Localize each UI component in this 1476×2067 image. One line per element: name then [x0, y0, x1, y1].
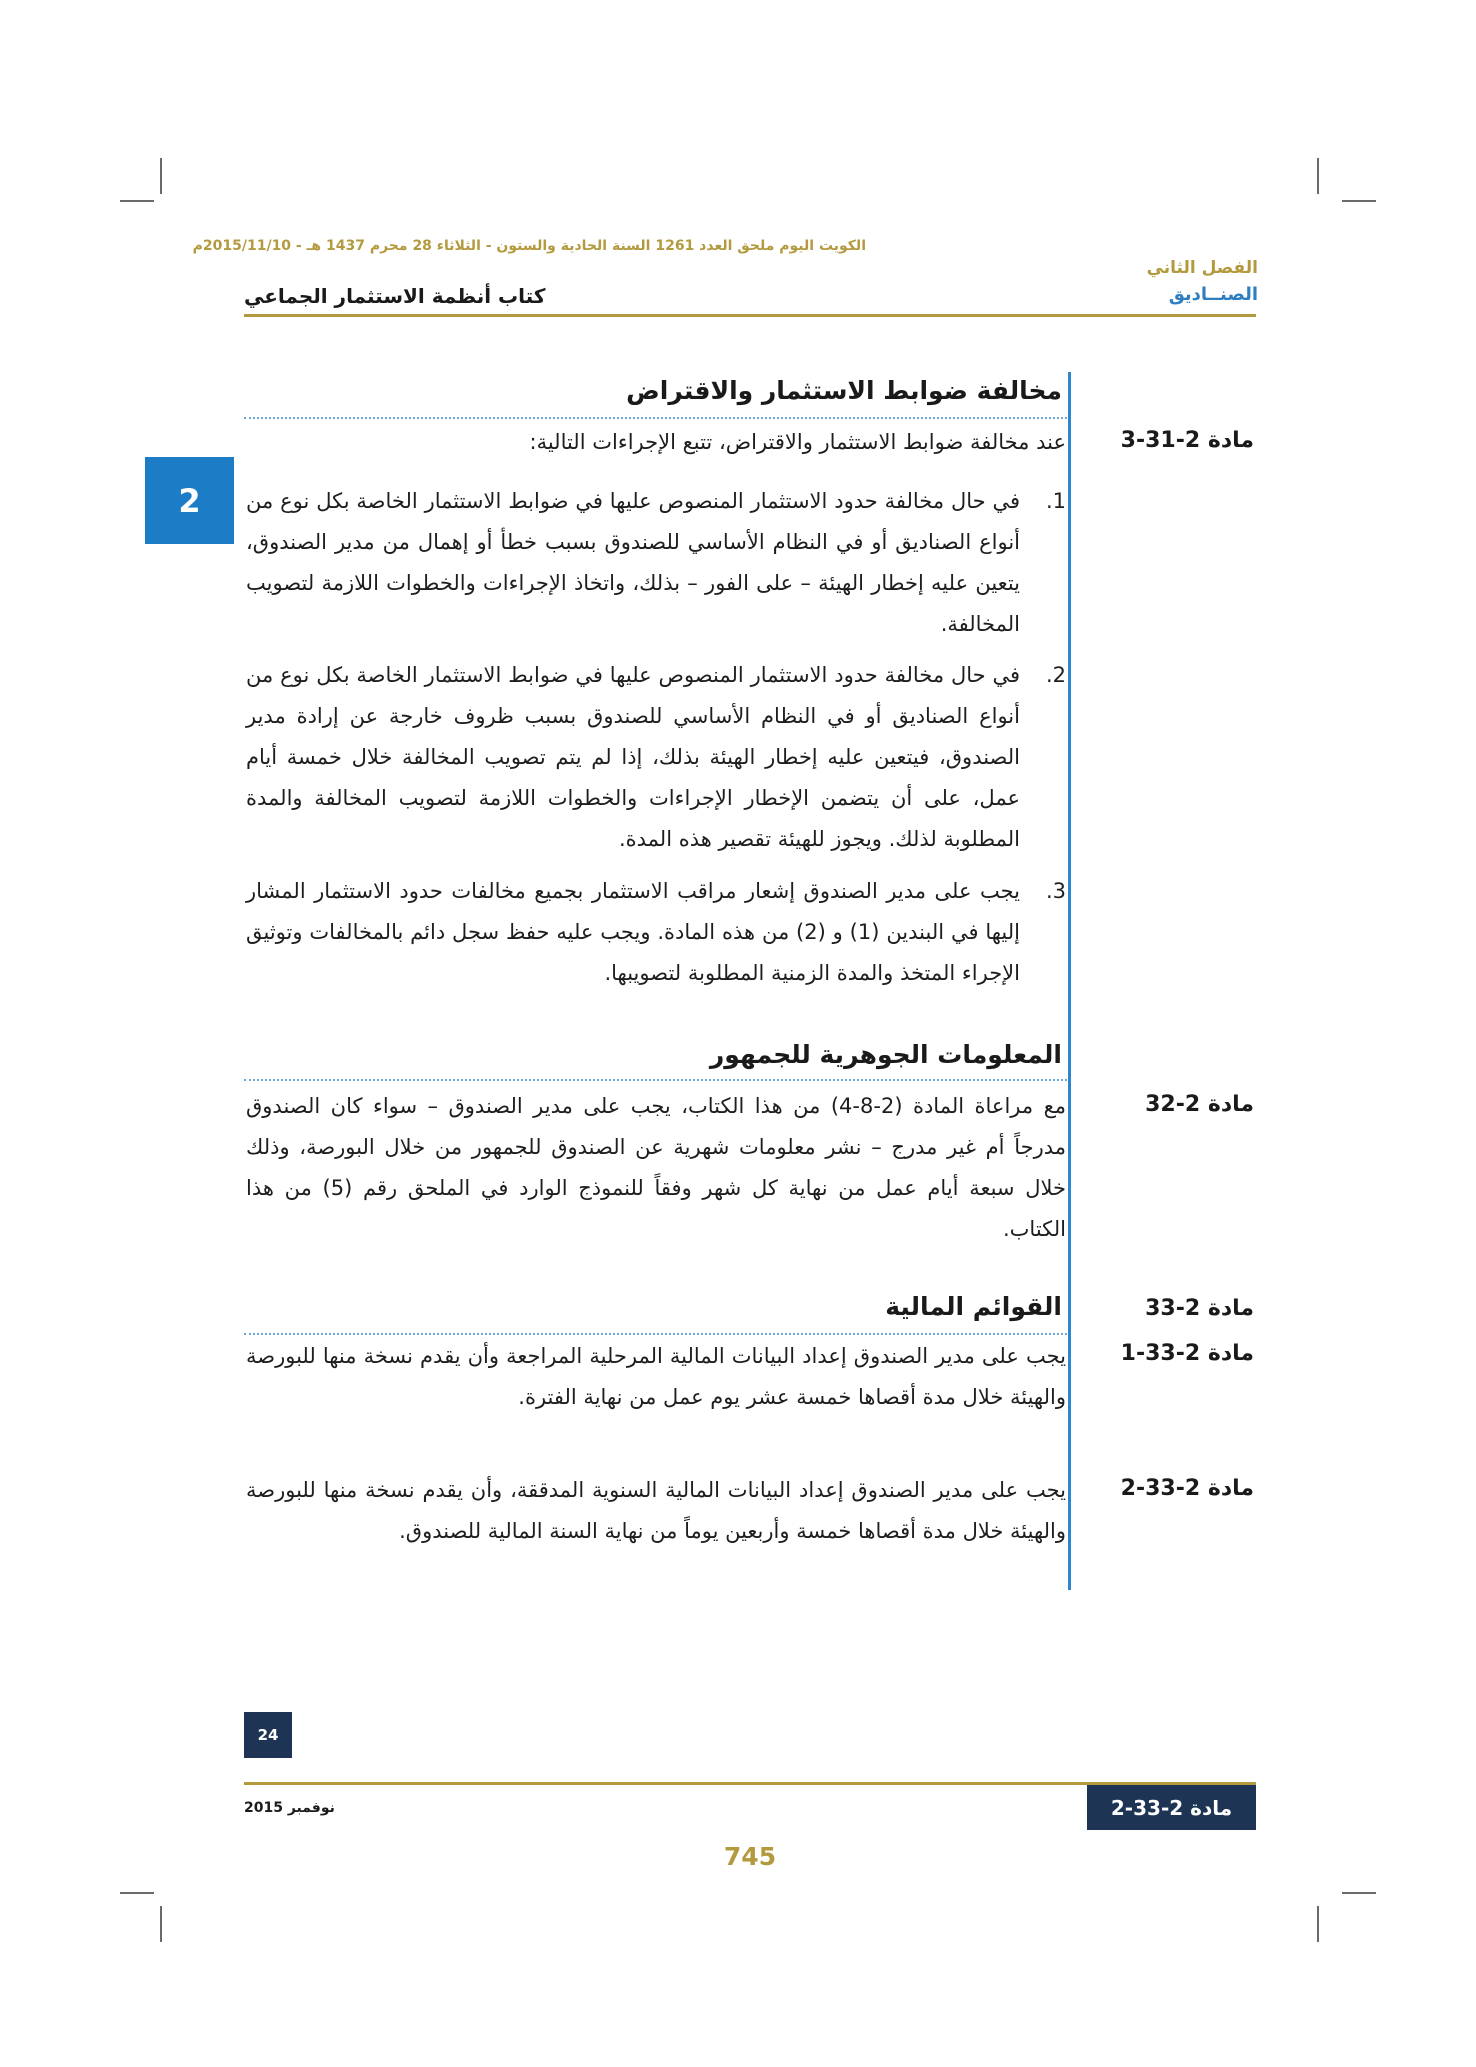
gazette-page-number: 745 — [723, 1842, 777, 1871]
section-title-financial-statements: القوائم المالية — [885, 1292, 1062, 1321]
crop-mark — [1317, 158, 1319, 194]
issue-line: الكويت اليوم ملحق العدد 1261 السنة الحادية والستون - الثلاثاء 28 محرم 1437 هـ - 2015/11/10م — [192, 238, 866, 254]
item-text: في حال مخالفة حدود الاستثمار المنصوص عليها في ضوابط الاستثمار الخاصة بكل نوع من أنواع الصناديق أو في النظام الأساسي للصندوق بسبب خطأ أو إهمال من مدير الصندوق، يتعين عليه إخطار الهيئة – على الفور – بذلك، واتخاذ الإجراءات والخطوات اللازمة لتصويب المخالفة. — [246, 489, 1020, 636]
crop-mark — [160, 158, 162, 194]
item-text: في حال مخالفة حدود الاستثمار المنصوص عليها في ضوابط الاستثمار الخاصة بكل نوع من أنواع الصناديق أو في النظام الأساسي للصندوق بسبب ظروف خارجة عن إرادة مدير الصندوق، فيتعين عليه إخطار الهيئة بذلك، إذا لم يتم تصويب المخالفة خلال خمسة أيام عمل، على أن يتضمن الإخطار الإجراءات والخطوات اللازمة لتصويب المخالفة والمدة المطلوبة لذلك. ويجوز للهيئة تقصير هذه المدة. — [246, 663, 1020, 851]
header-rule — [244, 314, 1256, 317]
section-divider — [244, 1333, 1067, 1335]
article-number: مادة 2-31-3 — [1120, 428, 1254, 453]
item-number: 3. — [1045, 879, 1066, 903]
article-number: مادة 2-33 — [1145, 1296, 1254, 1321]
crop-mark — [1342, 1892, 1376, 1894]
crop-mark — [160, 1906, 162, 1942]
crop-mark — [120, 1892, 154, 1894]
article-number: مادة 2-33-1 — [1120, 1341, 1254, 1366]
page-number: 24 — [244, 1712, 292, 1758]
crop-mark — [1317, 1906, 1319, 1942]
chapter-tab: 2 — [145, 457, 234, 544]
article-number: مادة 2-33-2 — [1120, 1476, 1254, 1501]
section-title-violations: مخالفة ضوابط الاستثمار والاقتراض — [626, 376, 1062, 405]
article-text: يجب على مدير الصندوق إعداد البيانات المالية السنوية المدققة، وأن يقدم نسخة منها للبورصة والهيئة خلال مدة أقصاها خمسة وأربعين يوماً من نهاية السنة المالية للصندوق. — [246, 1478, 1066, 1543]
list-item — [246, 655, 1066, 860]
article-intro: عند مخالفة ضوابط الاستثمار والاقتراض، تتبع الإجراءات التالية: — [529, 430, 1066, 454]
section-divider — [244, 417, 1067, 419]
item-number: 2. — [1045, 663, 1066, 687]
item-number: 1. — [1045, 489, 1066, 513]
crop-mark — [1342, 200, 1376, 202]
list-item — [246, 481, 1066, 645]
footer-article-tab: مادة 2-33-2 — [1087, 1785, 1256, 1830]
section-title-material-info: المعلومات الجوهرية للجمهور — [709, 1040, 1062, 1069]
book-title: كتاب أنظمة الاستثمار الجماعي — [244, 284, 546, 308]
column-divider — [1068, 372, 1071, 1590]
item-text: يجب على مدير الصندوق إشعار مراقب الاستثمار بجميع مخالفات حدود الاستثمار المشار إليها في البندين (1) و (2) من هذه المادة. ويجب عليه حفظ سجل دائم بالمخالفات وتوثيق الإجراء المتخذ والمدة الزمنية المطلوبة لتصويبها. — [246, 879, 1020, 985]
list-item — [246, 871, 1066, 994]
footer-date: نوفمبر 2015 — [244, 1800, 335, 1816]
article-text: يجب على مدير الصندوق إعداد البيانات المالية المرحلية المراجعة وأن يقدم نسخة منها للبورصة والهيئة خلال مدة أقصاها خمسة عشر يوم عمل من نهاية الفترة. — [246, 1344, 1066, 1409]
section-divider — [244, 1079, 1067, 1081]
crop-mark — [120, 200, 154, 202]
chapter-subtitle: الصنــاديق — [1168, 284, 1258, 305]
chapter-label: الفصل الثاني — [1146, 258, 1258, 278]
article-text: مع مراعاة المادة (2-8-4) من هذا الكتاب، يجب على مدير الصندوق – سواء كان الصندوق مدرجاً أم غير مدرج – نشر معلومات شهرية عن الصندوق للجمهور من خلال البورصة، وذلك خلال سبعة أيام عمل من نهاية كل شهر وفقاً للنموذج الوارد في الملحق رقم (5) من هذا الكتاب. — [246, 1094, 1066, 1241]
article-number: مادة 2-32 — [1145, 1092, 1254, 1117]
